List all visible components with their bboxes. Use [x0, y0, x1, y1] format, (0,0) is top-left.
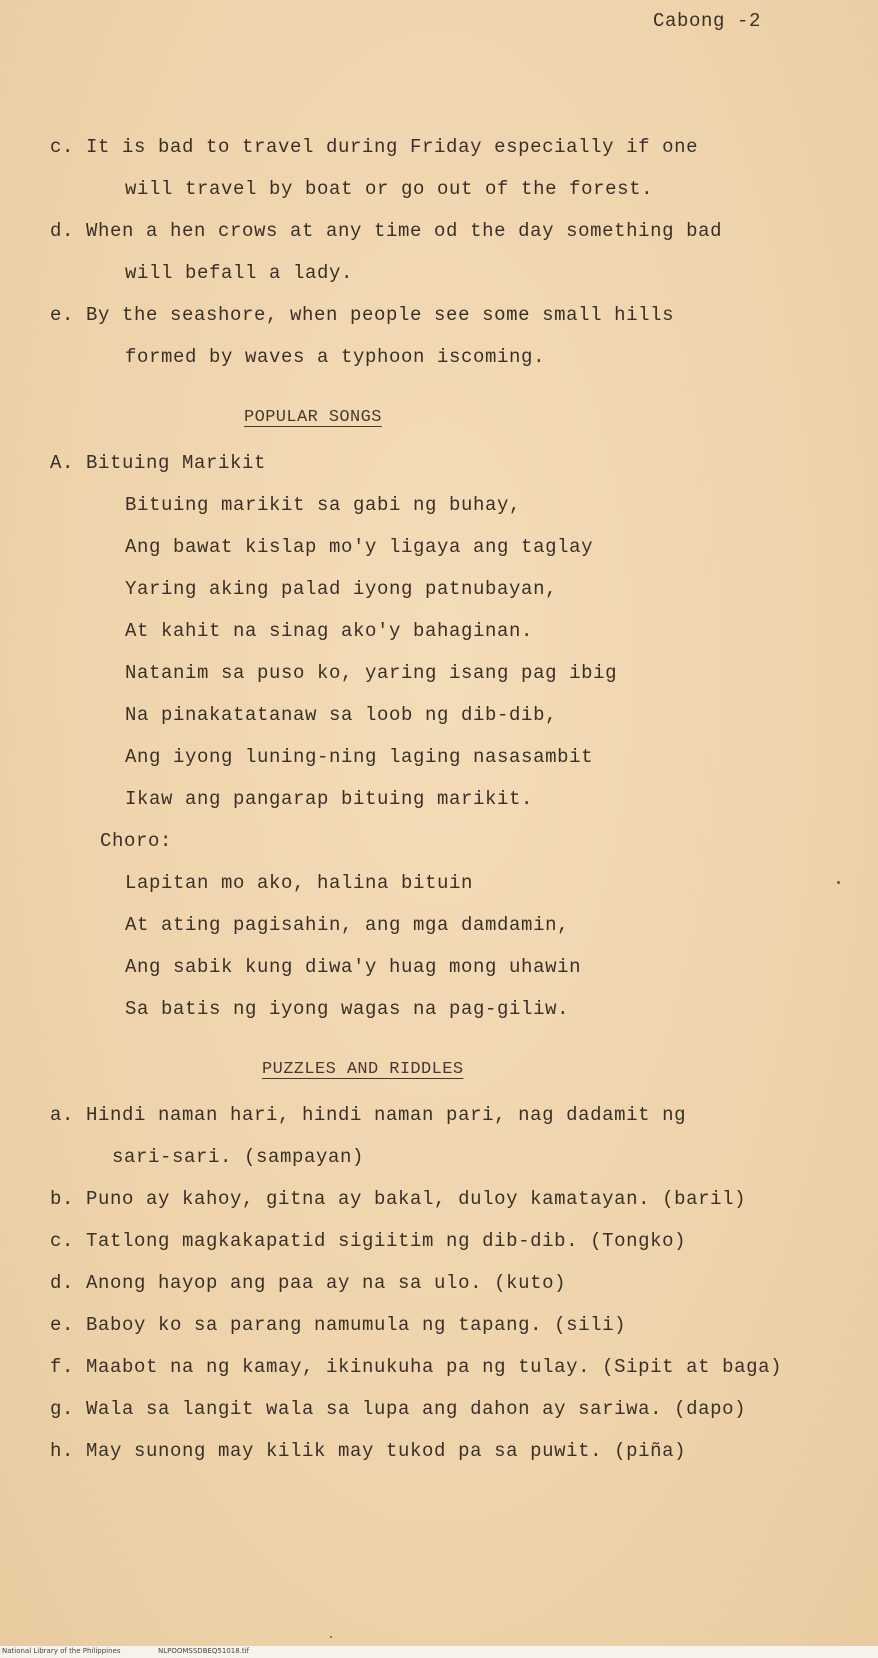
- song-verse-line: At kahit na sinag ako'y bahaginan.: [125, 620, 534, 642]
- scan-footer-strip: [0, 1646, 878, 1658]
- song-verse-line: Natanim sa puso ko, yaring isang pag ibig: [125, 662, 618, 684]
- paper-speck: [837, 881, 840, 884]
- riddle-line: g. Wala sa langit wala sa lupa ang dahon ay sariwa. (dapo): [50, 1398, 747, 1420]
- belief-line: c. It is bad to travel during Friday especially if one: [50, 136, 699, 158]
- riddle-line: b. Puno ay kahoy, gitna ay bakal, duloy kamatayan. (baril): [50, 1188, 747, 1210]
- page-label: Cabong -2: [653, 10, 762, 32]
- belief-line: d. When a hen crows at any time od the day something bad: [50, 220, 723, 242]
- paper-speck: [330, 1636, 332, 1638]
- riddle-line: c. Tatlong magkakapatid sigiitim ng dib-dib. (Tongko): [50, 1230, 687, 1252]
- song-verse-line: Ikaw ang pangarap bituing marikit.: [125, 788, 534, 810]
- belief-line: will travel by boat or go out of the forest.: [125, 178, 654, 200]
- chorus-line: Ang sabik kung diwa'y huag mong uhawin: [125, 956, 582, 978]
- riddle-line: f. Maabot na ng kamay, ikinukuha pa ng tulay. (Sipit at baga): [50, 1356, 783, 1378]
- chorus-label: Choro:: [100, 830, 173, 852]
- chorus-line: At ating pagisahin, ang mga damdamin,: [125, 914, 570, 936]
- song-verse-line: Yaring aking palad iyong patnubayan,: [125, 578, 558, 600]
- riddle-line: sari-sari. (sampayan): [112, 1146, 365, 1168]
- chorus-line: Lapitan mo ako, halina bituin: [125, 872, 474, 894]
- section-heading-riddles: PUZZLES AND RIDDLES: [262, 1060, 464, 1079]
- song-verse-line: Ang bawat kislap mo'y ligaya ang taglay: [125, 536, 594, 558]
- belief-line: formed by waves a typhoon iscoming.: [125, 346, 546, 368]
- footer-file-id: NLPOOMSSDBEQ51018.tif: [158, 1647, 250, 1655]
- section-heading-songs: POPULAR SONGS: [244, 408, 382, 427]
- riddle-line: a. Hindi naman hari, hindi naman pari, nag dadamit ng: [50, 1104, 687, 1126]
- footer-library: National Library of the Philippines: [2, 1647, 121, 1655]
- song-title: A. Bituing Marikit: [50, 452, 267, 474]
- riddle-line: d. Anong hayop ang paa ay na sa ulo. (kuto): [50, 1272, 567, 1294]
- riddle-line: h. May sunong may kilik may tukod pa sa puwit. (piña): [50, 1440, 687, 1462]
- song-verse-line: Bituing marikit sa gabi ng buhay,: [125, 494, 522, 516]
- chorus-line: Sa batis ng iyong wagas na pag-giliw.: [125, 998, 570, 1020]
- song-verse-line: Na pinakatatanaw sa loob ng dib-dib,: [125, 704, 558, 726]
- riddle-line: e. Baboy ko sa parang namumula ng tapang. (sili): [50, 1314, 627, 1336]
- belief-line: e. By the seashore, when people see some small hills: [50, 304, 675, 326]
- song-verse-line: Ang iyong luning-ning laging nasasambit: [125, 746, 594, 768]
- belief-line: will befall a lady.: [125, 262, 354, 284]
